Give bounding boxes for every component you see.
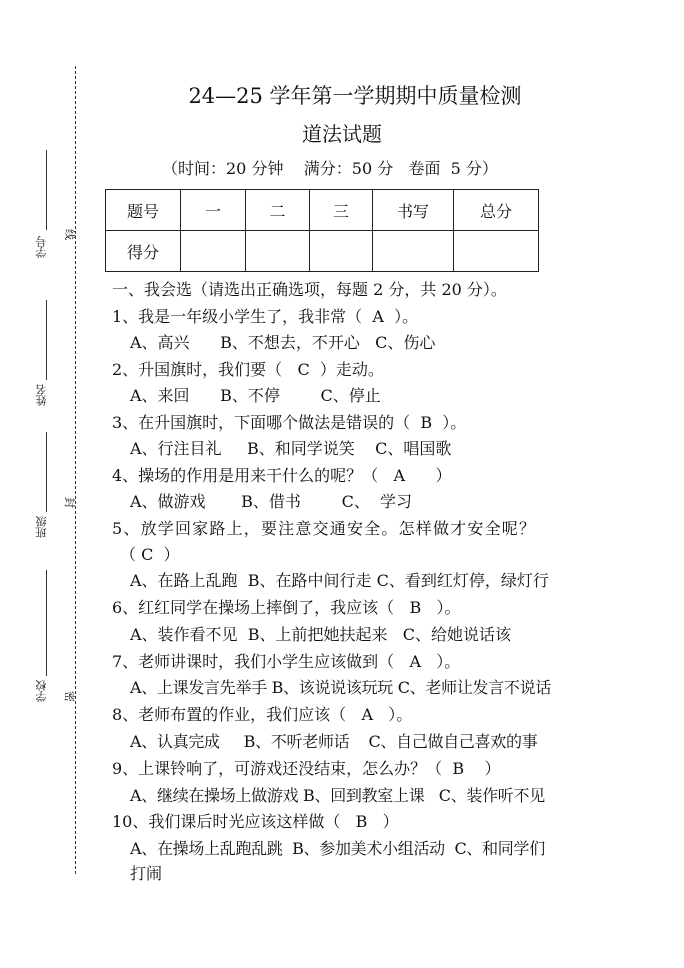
question-2: 2、升国旗时，我们要（ C ）走动。	[112, 360, 384, 379]
table-header-cell: 三	[310, 190, 373, 231]
seal-char-mi: 密	[64, 689, 76, 703]
question-5-options: A、在路上乱跑 B、在路中间行走 C、看到红灯停，绿灯行	[130, 571, 549, 590]
table-header-cell: 二	[246, 190, 310, 231]
question-9: 9、上课铃响了，可游戏还没结束，怎么办？（ B ）	[112, 759, 501, 778]
table-header-cell: 总分	[454, 190, 539, 231]
question-4: 4、操场的作用是用来干什么的呢？（ A ）	[112, 466, 452, 485]
exam-info: （时间：20 分钟 满分：50 分 卷面 5 分）	[162, 159, 498, 178]
question-1: 1、我是一年级小学生了，我非常（ A ）。	[112, 307, 419, 326]
class-label: 班级	[35, 516, 48, 538]
number-label: 学号	[35, 236, 48, 258]
question-10-options: A、在操场上乱跑乱跳 B、参加美术小组活动 C、和同学们	[130, 839, 545, 858]
question-5: 5、放学回家路上，要注意交通安全。怎样做才安全呢？	[112, 519, 537, 538]
table-header-cell: 一	[181, 190, 246, 231]
seal-char-feng: 封	[64, 495, 76, 509]
question-10-options-cont: 打闹	[130, 864, 163, 883]
question-1-options: A、高兴 B、不想去，不开心 C、伤心	[130, 333, 436, 352]
question-4-options: A、做游戏 B、借书 C、 学习	[130, 492, 413, 511]
score-table	[105, 189, 539, 272]
question-7-options: A、上课发言先举手 B、该说说该玩玩 C、老师让发言不说话	[130, 678, 552, 697]
table-header-cell: 题号	[106, 190, 181, 231]
seal-char-xian: 线	[64, 227, 76, 241]
question-7: 7、老师讲课时，我们小学生应该做到（ A ）。	[112, 652, 461, 671]
exam-title: 24—25 学年第一学期期中质量检测	[188, 84, 522, 108]
question-6-options: A、装作看不见 B、上前把她扶起来 C、给她说话该	[130, 625, 511, 644]
exam-subject: 道法试题	[302, 122, 382, 146]
score-cell	[373, 231, 454, 272]
question-6: 6、红红同学在操场上摔倒了，我应该（ B ）。	[112, 598, 461, 617]
score-cell	[181, 231, 246, 272]
question-3: 3、在升国旗时，下面哪个做法是错误的（ B ）。	[112, 413, 467, 432]
table-row-label: 得分	[106, 231, 181, 272]
section-title: 一、我会选（请选出正确选项，每题 2 分，共 20 分）。	[112, 280, 507, 299]
binding-dashed-line	[75, 66, 76, 874]
question-2-options: A、来回 B、不停 C、停止	[130, 386, 381, 405]
question-9-options: A、继续在操场上做游戏 B、回到教室上课 C、装作听不见	[130, 786, 545, 805]
school-label: 学校	[35, 680, 48, 702]
question-3-options: A、行注目礼 B、和同学说笑 C、唱国歌	[130, 439, 452, 458]
score-table-header-row	[106, 190, 539, 231]
score-cell	[246, 231, 310, 272]
school-underline	[46, 570, 47, 676]
question-5-answer: （ C ）	[120, 545, 180, 564]
number-underline	[46, 150, 47, 230]
question-8: 8、老师布置的作业，我们应该（ A ）。	[112, 705, 413, 724]
class-underline	[46, 432, 47, 512]
question-8-options: A、认真完成 B、不听老师话 C、自己做自己喜欢的事	[130, 732, 538, 751]
question-10: 10、我们课后时光应该这样做（ B ）	[112, 812, 399, 831]
name-underline	[46, 300, 47, 380]
name-label: 姓名	[35, 384, 48, 406]
table-header-cell: 书写	[373, 190, 454, 231]
score-table-score-row	[106, 231, 539, 272]
score-cell	[310, 231, 373, 272]
score-cell	[454, 231, 539, 272]
